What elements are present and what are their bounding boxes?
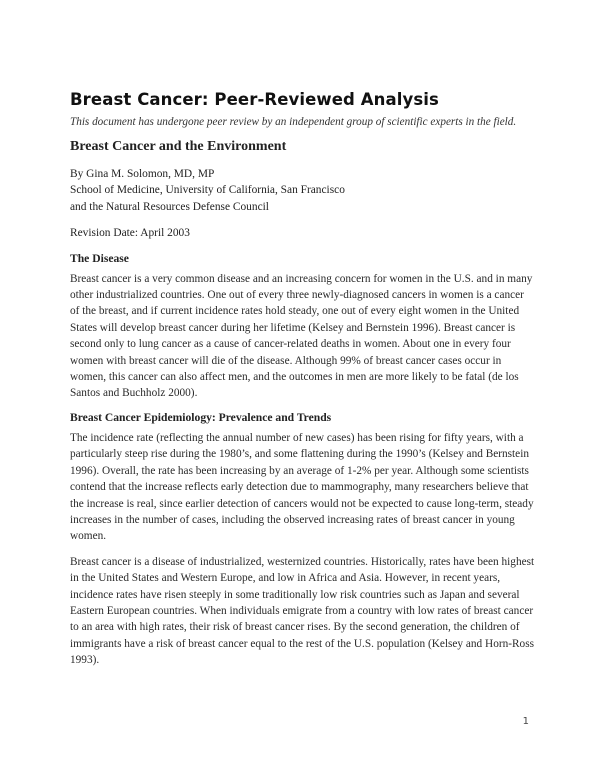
affiliation-line-1: School of Medicine, University of California, San Francisco bbox=[70, 184, 345, 197]
peer-review-note: This document has undergone peer review by an independent group of scientific experts in the field. bbox=[70, 116, 517, 128]
paragraph-disease: Breast cancer is a very common disease and an increasing concern for women in the U.S. and in many other industrialized countries. One out of every three newly-diagnosed cancers in women is a cancer of the breast, and if current incidence rates hold steady, one out of every eight women in the United States will develop breast cancer during her lifetime (Kelsey and Bernstein 1996). Breast cancer is second only to lung cancer as a cause of cancer-related deaths in women. About one in every four women with breast cancer will die of the disease. Although 99% of breast cancer cases occur in women, this cancer can also affect men, and the outcomes in men are more likely to be fatal (de los Santos and Buchholz 2000). bbox=[70, 272, 533, 400]
author-name: By Gina M. Solomon, MD, MP bbox=[70, 168, 215, 180]
section-heading-epidemiology: Breast Cancer Epidemiology: Prevalence and Trends bbox=[70, 410, 332, 424]
page-number: 1 bbox=[522, 716, 529, 727]
paragraph-incidence: The incidence rate (reflecting the annual number of new cases) has been rising for fifty years, with a particularly steep rise during the 1980’s, and some flattening during the 1990’s (Kelsey and Bernstein 1996). Overall, the rate has been increasing by an average of 1-2% per year. Although some scientists contend that the increase reflects early detection due to mammography, many researchers believe that the increase is real, since earlier detection of cancers would not be expected to cause long-term, steady increases in the number of cases, including the observed increasing rates of breast cancer in young women. bbox=[70, 431, 534, 543]
document-page bbox=[70, 90, 535, 678]
affiliation-line-2: and the Natural Resources Defense Council bbox=[70, 200, 269, 213]
paragraph-industrialized: Breast cancer is a disease of industrialized, westernized countries. Historically, rates have been highest in the United States and Western Europe, and low in Africa and Asia. However, in recent years, incidence rates have risen steeply in some traditionally low risk countries such as Japan and several Eastern European countries. When individuals emigrate from a country with low rates of breast cancer to an area with high rates, their risk of breast cancer rises. By the second generation, the children of immigrants have a risk of breast cancer equal to the rest of the U.S. population (Kelsey and Horn-Ross 1993). bbox=[70, 555, 535, 667]
section-heading-disease: The Disease bbox=[70, 251, 129, 265]
revision-date: Revision Date: April 2003 bbox=[70, 227, 190, 240]
document-title: Breast Cancer: Peer-Reviewed Analysis bbox=[70, 90, 439, 109]
author-block bbox=[70, 166, 535, 215]
revision-block bbox=[70, 225, 535, 241]
article-title: Breast Cancer and the Environment bbox=[70, 139, 287, 154]
